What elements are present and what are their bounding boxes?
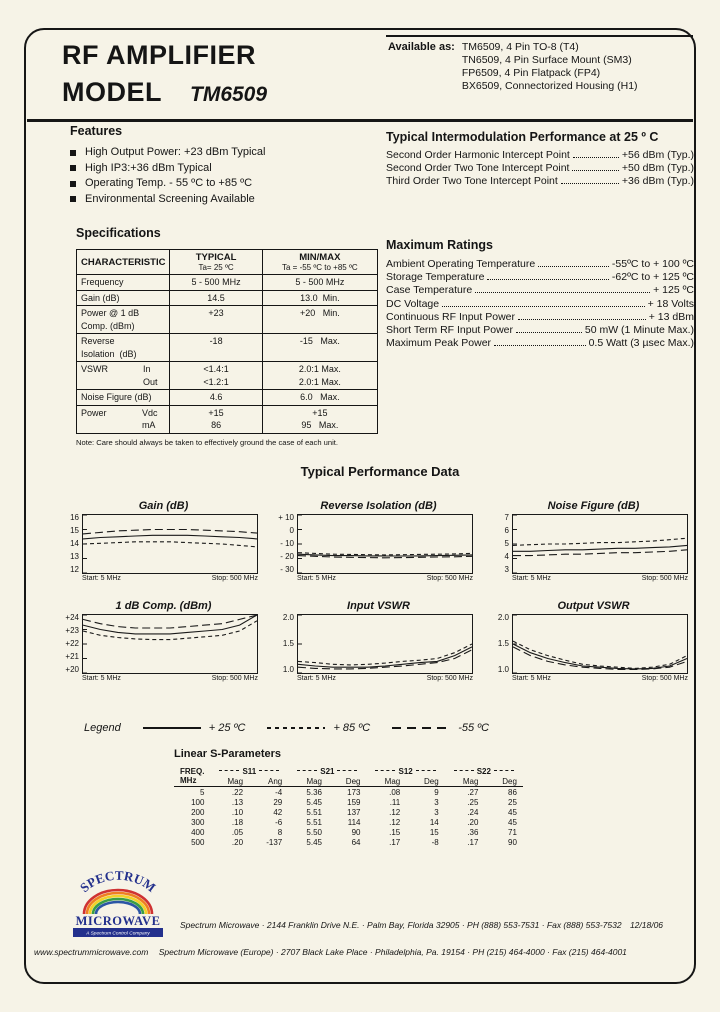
leader-value: +50 dBm (Typ.) (621, 162, 694, 175)
intermod-list (386, 149, 694, 189)
y-tick-label: +21 (65, 652, 79, 661)
sparam-cell: 400 (191, 827, 205, 837)
sparam-cell: .11 (389, 797, 401, 807)
legend-title: Legend (84, 722, 121, 734)
available-item: TM6509, 4 Pin TO-8 (T4) (461, 41, 579, 53)
sparam-cell: 90 (351, 827, 361, 837)
sparam-cell: .13 (231, 797, 244, 807)
features-list (70, 145, 370, 207)
feature-item (70, 192, 370, 208)
legend-dash-line-icon (267, 727, 325, 729)
chart-input-vswr (271, 600, 486, 682)
sparam-cell: 200 (191, 807, 205, 817)
sparam-cell: 5.51 (306, 817, 322, 827)
leader-dots (538, 266, 609, 267)
spec-cell: Power Vdc mA (77, 405, 170, 433)
available-item: TN6509, 4 Pin Surface Mount (SM3) (461, 54, 632, 66)
y-tick-label: +20 (65, 665, 79, 674)
sparam-cell: 15 (429, 827, 439, 837)
leader-label: Storage Temperature (386, 271, 485, 284)
sparam-subheader: Mag (366, 776, 406, 787)
dash-segment (297, 770, 317, 771)
features-title: Features (70, 124, 123, 138)
bullet-icon (70, 150, 76, 156)
leader-label: Maximum Peak Power (386, 337, 492, 350)
spec-cell: Frequency (77, 275, 170, 291)
sparam-cell: 71 (508, 827, 517, 837)
chart-x-start-label: Start: 5 MHz (512, 575, 551, 582)
y-tick-label: 4 (504, 552, 509, 561)
chart-output-vswr (486, 600, 701, 682)
leader-value: + 18 Volts (647, 297, 694, 310)
sparam-cell: .12 (389, 817, 401, 827)
leader-row (386, 324, 694, 337)
intermod-section (386, 130, 694, 189)
chart-noise-figure (486, 500, 701, 582)
legend-label-25c: + 25 ºC (208, 722, 246, 734)
y-tick-label: - 20 (280, 552, 294, 561)
chart-x-stop-label: Stop: 500 MHz (641, 675, 688, 682)
chart-y-axis (271, 614, 297, 674)
sparam-cell: .20 (467, 817, 479, 827)
sparams-section (174, 748, 523, 847)
leader-row (386, 175, 694, 188)
leader-value: -62ºC to + 125 ºC (611, 271, 694, 284)
leader-value: -55ºC to + 100 ºC (611, 258, 694, 270)
page-title: RF AMPLIFIER (62, 40, 256, 70)
sparam-row (174, 807, 523, 817)
leader-label: Ambient Operating Temperature (386, 258, 536, 270)
chart-gain (56, 500, 271, 582)
y-tick-label: 2.0 (497, 613, 509, 622)
sparams-title: Linear S-Parameters (174, 748, 281, 760)
leader-dots (516, 332, 582, 333)
sparam-cell: 3 (434, 807, 439, 817)
spec-cell: 14.5 (170, 290, 262, 306)
specifications-title: Specifications (76, 226, 161, 240)
performance-data-title: Typical Performance Data (300, 464, 460, 479)
spec-cell: 13.0 Min. (262, 290, 377, 306)
sparam-cell: -6 (275, 817, 283, 827)
leader-value: 50 mW (1 Minute Max.) (584, 324, 694, 337)
spec-cell: Power @ 1 dB Comp. (dBm) (77, 306, 170, 334)
feature-text: High IP3:+36 dBm Typical (85, 161, 212, 174)
spec-row (77, 290, 378, 306)
leader-label: Case Temperature (386, 284, 473, 297)
legend-label-m55c: -55 ºC (458, 722, 490, 734)
y-tick-label: +23 (65, 626, 79, 635)
dash-segment (259, 770, 279, 771)
chart-plot (512, 514, 688, 574)
leader-dots (494, 345, 586, 346)
header-divider (27, 119, 693, 122)
feature-text: Environmental Screening Available (85, 192, 255, 205)
y-tick-label: 1.0 (497, 665, 509, 674)
svg-text:SPECTRUM (77, 870, 159, 895)
sparam-subheader: Deg (484, 776, 523, 787)
title-block (62, 36, 267, 110)
sparam-group-header: S22 (445, 766, 523, 776)
chart-x-start-label: Start: 5 MHz (82, 575, 121, 582)
sparam-cell: 100 (191, 797, 205, 807)
chart-title: 1 dB Comp. (dBm) (115, 600, 212, 612)
spec-header-minmax: MIN/MAX Ta = -55 ºC to +85 ºC (262, 250, 377, 275)
spec-cell: +20 Min. (262, 306, 377, 334)
sparam-subheader: Ang (249, 776, 288, 787)
sparam-subheader: Mag (288, 776, 328, 787)
chart-plot (82, 514, 258, 574)
dash-segment (337, 770, 357, 771)
bullet-icon (70, 165, 76, 171)
max-ratings-list (386, 258, 694, 350)
sparam-cell: -8 (431, 837, 439, 847)
sparam-row (174, 797, 523, 807)
features-section (70, 124, 370, 207)
leader-row (386, 149, 694, 162)
y-tick-label: 12 (70, 565, 79, 574)
logo-arc-text: SPECTRUM (76, 870, 159, 896)
sparam-cell: .10 (231, 807, 244, 817)
dash-segment (416, 770, 436, 771)
model-word: MODEL (62, 77, 162, 107)
leader-row (386, 258, 694, 271)
y-tick-label: 7 (504, 513, 509, 522)
sparam-cell: 29 (273, 797, 283, 807)
sparam-freq-header: FREQ. MHz (174, 766, 210, 787)
sparam-subheader: Deg (328, 776, 366, 787)
available-item: FP6509, 4 Pin Flatpack (FP4) (461, 67, 601, 79)
spec-header-characteristic: CHARACTERISTIC (77, 250, 170, 275)
chart-title: Noise Figure (dB) (547, 500, 640, 512)
sparam-cell: 90 (508, 837, 517, 847)
logo-microwave-text: MICROWAVE (75, 914, 161, 928)
leader-dots (572, 170, 618, 171)
sparam-group-header: S21 (288, 766, 366, 776)
available-as (388, 41, 638, 93)
leader-label: Third Order Two Tone Intercept Point (386, 175, 558, 188)
max-ratings-title: Maximum Ratings (386, 238, 493, 252)
sparam-subheader: Mag (445, 776, 485, 787)
spec-cell: <1.4:1 <1.2:1 (170, 362, 262, 390)
y-tick-label: 5 (504, 539, 509, 548)
sparam-cell: 5 (200, 787, 205, 797)
sparam-cell: 45 (508, 807, 517, 817)
leader-row (386, 337, 694, 350)
sparam-subheader: Mag (210, 776, 249, 787)
spec-row (77, 390, 378, 406)
y-tick-label: +22 (65, 639, 79, 648)
legend-solid-line-icon (143, 727, 201, 729)
logo-graphic (68, 870, 168, 940)
sparam-cell: 8 (277, 827, 283, 837)
leader-dots (487, 279, 608, 280)
sparam-cell: .12 (389, 807, 401, 817)
sparam-cell: -137 (266, 837, 283, 847)
sparam-cell: 45 (508, 817, 517, 827)
sparam-cell: 5.36 (306, 787, 322, 797)
chart-plot (82, 614, 258, 674)
leader-value: + 13 dBm (648, 310, 694, 323)
sparam-table (174, 766, 523, 847)
footer-address-eu (34, 947, 627, 957)
dash-segment (494, 770, 514, 771)
sparam-cell: 114 (347, 817, 361, 827)
footer-line1: Spectrum Microwave · 2144 Franklin Drive N.E. · Palm Bay, Florida 32905 · PH (888) 553-7531 · Fax (888) 553-7532 (180, 920, 622, 930)
chart-y-axis (486, 614, 512, 674)
chart-title: Input VSWR (347, 600, 410, 612)
spec-row (77, 405, 378, 433)
sparam-cell: .22 (231, 787, 244, 797)
leader-dots (518, 319, 646, 320)
footer-date: 12/18/06 (629, 920, 664, 930)
sparam-cell: 86 (508, 787, 517, 797)
spec-cell: 4.6 (170, 390, 262, 406)
chart-reverse-isolation (271, 500, 486, 582)
y-tick-label: 0 (289, 526, 294, 535)
y-tick-label: 6 (504, 526, 509, 535)
leader-label: DC Voltage (386, 297, 440, 310)
sparam-cell: 5.51 (306, 807, 322, 817)
available-item: BX6509, Connectorized Housing (H1) (461, 80, 638, 92)
spec-cell: +23 (170, 306, 262, 334)
max-ratings-section (386, 238, 694, 350)
chart-x-start-label: Start: 5 MHz (297, 575, 336, 582)
leader-value: +36 dBm (Typ.) (621, 175, 694, 188)
chart-x-start-label: Start: 5 MHz (82, 675, 121, 682)
y-tick-label: 13 (70, 552, 79, 561)
sparam-cell: 300 (191, 817, 205, 827)
leader-label: Second Order Two Tone Intercept Point (386, 162, 570, 175)
sparam-cell: .36 (467, 827, 479, 837)
spec-cell: -15 Max. (262, 334, 377, 362)
spec-cell: +15 86 (170, 405, 262, 433)
chart-title: Gain (dB) (138, 500, 189, 512)
chart-y-axis (56, 514, 82, 574)
sparam-cell: 5.50 (306, 827, 322, 837)
footer-line2: Spectrum Microwave (Europe) · 2707 Black Lake Place · Philadelphia, Pa. 19154 · PH (215) 464-4000 · Fax (215) 464-4001 (158, 947, 627, 957)
chart-1db-comp (56, 600, 271, 682)
spec-cell: -18 (170, 334, 262, 362)
sparam-cell: 42 (273, 807, 283, 817)
leader-row (386, 162, 694, 175)
spectrum-microwave-logo (68, 870, 168, 945)
sparam-cell: 25 (508, 797, 517, 807)
spec-cell: Reverse Isolation (dB) (77, 334, 170, 362)
performance-charts (56, 500, 702, 682)
chart-x-stop-label: Stop: 500 MHz (641, 575, 688, 582)
sparam-cell: -4 (275, 787, 283, 797)
leader-value: +56 dBm (Typ.) (621, 149, 694, 161)
sparam-cell: 159 (347, 797, 361, 807)
specifications-section (76, 226, 378, 447)
legend-longdash-line-icon (392, 727, 450, 729)
spec-cell: VSWR In Out (77, 362, 170, 390)
leader-row (386, 311, 694, 324)
leader-dots (475, 292, 650, 293)
leader-dots (442, 306, 644, 307)
chart-x-stop-label: Stop: 500 MHz (211, 575, 258, 582)
dash-segment (219, 770, 239, 771)
spec-row (77, 275, 378, 291)
dash-segment (375, 770, 395, 771)
sparam-cell: 173 (347, 787, 361, 797)
leader-dots (561, 183, 619, 184)
leader-value: 0.5 Watt (3 µsec Max.) (588, 337, 694, 350)
available-as-label: Available as: (388, 41, 455, 53)
y-tick-label: 2.0 (282, 613, 294, 622)
sparam-cell: .05 (231, 827, 244, 837)
sparam-cell: .20 (231, 837, 244, 847)
feature-text: High Output Power: +23 dBm Typical (85, 146, 266, 158)
chart-y-axis (486, 514, 512, 574)
chart-y-axis (56, 614, 82, 674)
chart-plot (297, 614, 473, 674)
y-tick-label: 1.5 (282, 639, 294, 648)
feature-item (70, 145, 370, 161)
y-tick-label: 1.0 (282, 665, 294, 674)
sparam-cell: 3 (434, 797, 439, 807)
leader-row (386, 284, 694, 297)
feature-item (70, 176, 370, 192)
chart-x-stop-label: Stop: 500 MHz (211, 675, 258, 682)
sparam-cell: .27 (467, 787, 479, 797)
y-tick-label: +24 (65, 613, 79, 622)
y-tick-label: - 30 (280, 565, 294, 574)
sparam-cell: .25 (467, 797, 479, 807)
sparam-cell: .24 (467, 807, 479, 817)
leader-label: Continuous RF Input Power (386, 310, 515, 323)
bullet-icon (70, 196, 76, 202)
sparam-row (174, 837, 523, 847)
chart-x-stop-label: Stop: 500 MHz (426, 675, 473, 682)
sparam-row (174, 817, 523, 827)
feature-item (70, 161, 370, 177)
leader-value: + 125 ºC (653, 284, 694, 297)
spec-table (76, 249, 378, 434)
sparam-cell: 500 (191, 837, 205, 847)
feature-text: Operating Temp. - 55 ºC to +85 ºC (85, 177, 253, 189)
y-tick-label: + 10 (278, 513, 294, 522)
spec-row (77, 334, 378, 362)
bullet-icon (70, 181, 76, 187)
spec-cell: 2.0:1 Max. 2.0:1 Max. (262, 362, 377, 390)
y-tick-label: 14 (70, 539, 79, 548)
y-tick-label: 1.5 (497, 639, 509, 648)
leader-row (386, 271, 694, 284)
spec-cell: Noise Figure (dB) (77, 390, 170, 406)
spec-row (77, 306, 378, 334)
spec-cell: 6.0 Max. (262, 390, 377, 406)
leader-row (386, 298, 694, 311)
footer-url: www.spectrummicrowave.com (34, 947, 149, 957)
sparam-cell: .15 (389, 827, 401, 837)
chart-x-stop-label: Stop: 500 MHz (426, 575, 473, 582)
sparam-cell: .17 (467, 837, 479, 847)
top-right-rule (386, 35, 693, 37)
y-tick-label: 15 (70, 526, 79, 535)
leader-dots (573, 157, 619, 158)
sparam-subheader: Deg (406, 776, 445, 787)
dash-segment (454, 770, 474, 771)
sparam-group-header: S11 (210, 766, 288, 776)
chart-x-start-label: Start: 5 MHz (297, 675, 336, 682)
sparam-cell: 5.45 (306, 837, 322, 847)
chart-y-axis (271, 514, 297, 574)
sparam-row (174, 827, 523, 837)
sparam-row (174, 787, 523, 798)
chart-title: Output VSWR (557, 600, 630, 612)
spec-cell: 5 - 500 MHz (170, 275, 262, 291)
chart-plot (512, 614, 688, 674)
spec-note: Note: Care should always be taken to effectively ground the case of each unit. (76, 437, 339, 447)
chart-title: Reverse Isolation (dB) (320, 500, 437, 512)
leader-label: Second Order Harmonic Intercept Point (386, 149, 570, 161)
sparam-cell: .08 (389, 787, 401, 797)
chart-x-start-label: Start: 5 MHz (512, 675, 551, 682)
sparam-cell: .18 (231, 817, 244, 827)
legend (84, 722, 511, 734)
model-number: TM6509 (190, 83, 268, 106)
y-tick-label: 3 (504, 565, 509, 574)
y-tick-label: 16 (70, 513, 79, 522)
sparam-cell: 137 (347, 807, 361, 817)
leader-label: Short Term RF Input Power (386, 324, 514, 337)
available-list (462, 41, 638, 93)
intermod-title: Typical Intermodulation Performance at 25 º C (386, 130, 659, 144)
sparam-group-header: S12 (366, 766, 444, 776)
spec-cell: Gain (dB) (77, 290, 170, 306)
sparam-cell: 9 (434, 787, 439, 797)
spec-cell: +15 95 Max. (262, 405, 377, 433)
chart-plot (297, 514, 473, 574)
spec-cell: 5 - 500 MHz (262, 275, 377, 291)
footer-address-us (180, 920, 663, 930)
sparam-cell: 5.45 (306, 797, 322, 807)
sparam-cell: .17 (389, 837, 401, 847)
sparam-cell: 64 (351, 837, 361, 847)
rainbow-arc-blue (96, 902, 140, 914)
logo-tagline: A Spectrum Control Company (86, 931, 150, 937)
legend-label-85c: + 85 ºC (333, 722, 371, 734)
sparam-cell: 14 (429, 817, 439, 827)
spec-header-typical: TYPICAL Ta= 25 ºC (170, 250, 262, 275)
y-tick-label: - 10 (280, 539, 294, 548)
spec-row (77, 362, 378, 390)
